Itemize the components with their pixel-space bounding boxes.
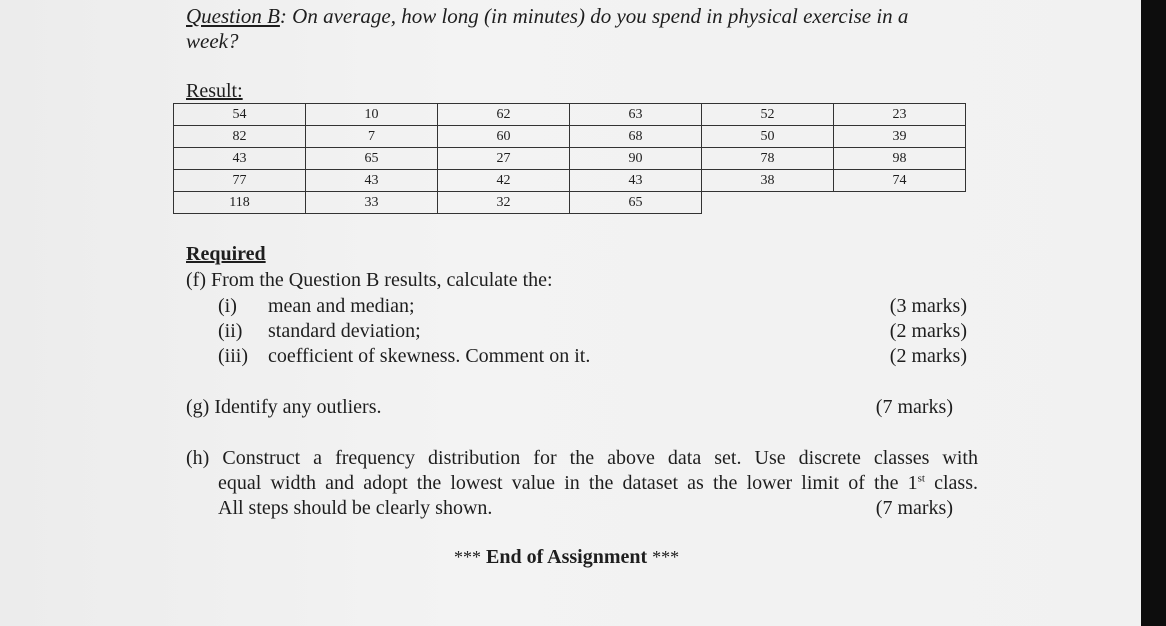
table-cell: 38 [702,170,834,192]
question-h-line-2-end: class. [924,472,978,494]
question-f: (f) From the Question B results, calculate the: [186,269,553,291]
marks-h: (7 marks) [875,497,953,519]
table-cell: 65 [570,192,702,214]
question-h-line-2-text: equal width and adopt the lowest value in the dataset as the lower limit of the 1 [218,472,918,494]
table-cell: 98 [834,148,966,170]
question-line-2: week? [186,29,239,53]
end-of-assignment [454,546,679,569]
table-cell: 118 [174,192,306,214]
table-cell: 90 [570,148,702,170]
table-cell: 10 [306,104,438,126]
table-cell: 54 [174,104,306,126]
table-cell [834,192,966,214]
table-cell: 63 [570,104,702,126]
table-cell: 23 [834,104,966,126]
required-title: Required [186,243,266,265]
table-row [174,126,966,148]
table-cell: 82 [174,126,306,148]
table-cell: 77 [174,170,306,192]
end-text: End of Assignment [486,546,648,568]
question-g: (g) Identify any outliers. [186,396,382,418]
table-cell: 50 [702,126,834,148]
item-f-ii [218,320,421,343]
question-label: Question B [186,4,280,28]
table-cell: 60 [438,126,570,148]
item-number: (ii) [218,320,243,342]
question-h-line-2 [218,472,978,495]
table-cell: 43 [306,170,438,192]
table-cell: 7 [306,126,438,148]
item-text: mean and median; [268,295,415,317]
question-line-1 [186,4,908,29]
stars-right: *** [652,547,680,567]
table-row [174,148,966,170]
marks-f-i: (3 marks) [889,295,967,317]
item-f-i [218,295,415,318]
screen-edge [1141,0,1166,626]
table-cell: 43 [570,170,702,192]
table-row [174,192,966,214]
marks-g: (7 marks) [875,396,953,418]
table-cell: 74 [834,170,966,192]
item-f-iii [218,345,590,368]
table-cell: 39 [834,126,966,148]
table-row [174,104,966,126]
table-row [174,170,966,192]
question-text-1: : On average, how long (in minutes) do you spend in physical exercise in a [279,4,909,28]
table-cell: 68 [570,126,702,148]
question-h-line-1: (h) Construct a frequency distribution for the above data set. Use discrete classes with [186,447,978,469]
result-label: Result: [186,80,243,102]
item-number: (iii) [218,345,248,367]
question-h-line-3: All steps should be clearly shown. [218,497,493,519]
table-cell: 42 [438,170,570,192]
table-cell: 43 [174,148,306,170]
table-cell: 27 [438,148,570,170]
table-cell: 65 [306,148,438,170]
item-text: standard deviation; [268,320,421,342]
marks-f-ii: (2 marks) [889,320,967,342]
item-text: coefficient of skewness. Comment on it. [268,345,591,367]
table-cell: 62 [438,104,570,126]
table-cell: 78 [702,148,834,170]
table-cell: 33 [306,192,438,214]
marks-f-iii: (2 marks) [889,345,967,367]
result-table [173,103,966,214]
stars-left: *** [454,547,481,567]
table-cell: 32 [438,192,570,214]
ordinal-superscript: st [917,472,925,485]
table-cell: 52 [702,104,834,126]
item-number: (i) [218,295,237,317]
table-cell [702,192,834,214]
